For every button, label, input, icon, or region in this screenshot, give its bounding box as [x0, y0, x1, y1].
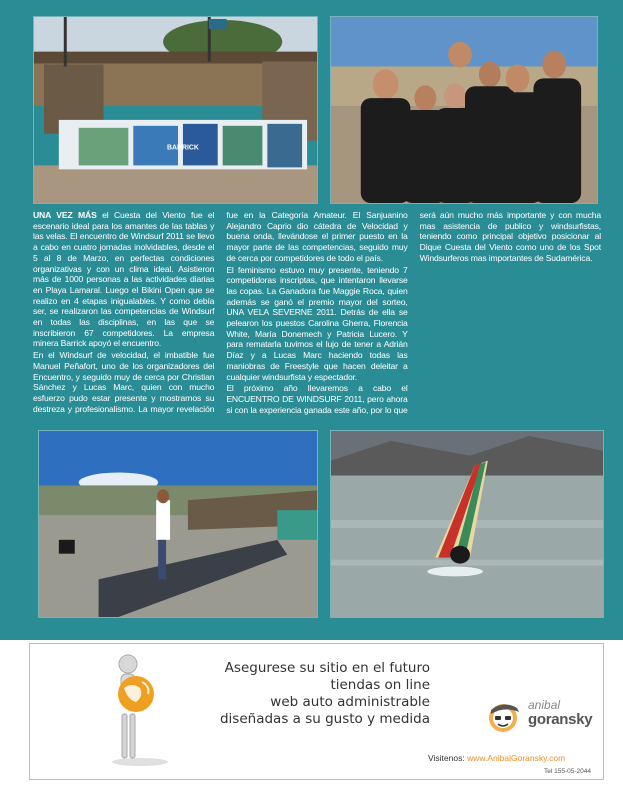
camp-ground-photo — [38, 430, 318, 618]
ad-visit-label: Visitenos: — [428, 753, 465, 763]
logo-face-icon — [485, 696, 527, 736]
banner-brand-text: BARRICK — [166, 144, 199, 152]
windsurfer-on-water-photo — [330, 430, 604, 618]
advertisement-banner[interactable] — [29, 643, 604, 780]
article-lead: UNA VEZ MÁS — [33, 210, 97, 220]
ad-visit-line — [428, 753, 565, 763]
article-body — [33, 210, 601, 418]
article-paragraph-1-text: el Cuesta del Viento fue el escenario ideal para los amantes de las tablas y las velas. El encuentro de Windsurf 2011 se llevo a cabo en cuatro jornadas inolvidables, desde el 5 al 8 de Marzo, en perfectas condiciones organizativas y con un clima ideal. Asistieron más de 1000 personas a las actividades diarias en Playa Lamaral. Luego el Bikini Open que se realizo en 4 etapas inigualables. Y como debía ser, se realizaron las competencias de Windsurf en todas las disciplinas, en las que se inscribieron 67 competidores. La empresa minera Barrick apoyó el encuentro. — [33, 210, 215, 349]
ad-line-4: diseñadas a su gusto y medida — [219, 711, 430, 727]
beach-camp-banner-photo — [33, 16, 318, 204]
anibal-goransky-logo — [485, 696, 600, 736]
ad-line-2: tiendas on line — [330, 677, 430, 693]
article-paragraph-2: En el Windsurf de velocidad, el imbatible fue Manuel Peñafort, uno de los organizadores del Encuentro, y seguido muy de cerca por Christian Sánchez y Lucas Marc, quien con mucho esfuerzo pudo estar presente y mostrarnos su destreza y profesionalismo. La mayor revelación fue en la Categoría Amateur. El Sanjuanino Alejandro Caprio dio cátedra de Velocidad y buena onda, llevándose el primer puesto en la mayor parte de las competencias, seguido muy de cerca por competidores de todo el país. — [33, 210, 408, 414]
ad-website-link[interactable]: www.AnibalGoransky.com — [467, 753, 566, 763]
article-paragraph-4: El próximo año llevaremos a cabo el ENCUENTRO DE WINDSURF 2011, pero ahora si con la experiencia ganada este año, por lo que será aún mucho más importante y con mucha mas asistencia de publico y windsurfistas, teniendo como principal objetivo posicionar al Dique Cuesta del Viento como uno de los Spot Windsurferos mas importantes de Sudamérica. — [226, 210, 601, 415]
ad-slogan — [200, 660, 430, 728]
logo-last-name: goransky — [528, 711, 593, 728]
windsurfers-group-photo — [330, 16, 598, 204]
article-paragraph-3: El feminismo estuvo muy presente, teniendo 7 competidoras inscriptas, que intentaron llevarse las copas. La Ganadora fue Maggie Roca, quien además se ganó el premio mayor del sorteo, UNA VELA SEVERNE 2011. Detrás de ella se pelearon los puestos Carolina Gherra, Florencia White, María Donemech y Patricia Lucero. Y para rematarla tuvimos el lujo de tener a Adrián Díaz y a Lucas Marc haciendo todas las maniobras de Freestyle que hacen deleitar a cualquier windsurfista y espectador. — [226, 264, 408, 382]
ad-line-3: web auto administrable — [270, 694, 430, 710]
ad-phone-number: Tel 155-05-2044 — [544, 768, 591, 775]
globe-figure-icon — [88, 654, 192, 769]
article-paragraph-1 — [33, 210, 214, 349]
ad-line-1: Asegurese su sitio en el futuro — [224, 660, 430, 676]
logo-first-name: anibal — [528, 698, 561, 712]
